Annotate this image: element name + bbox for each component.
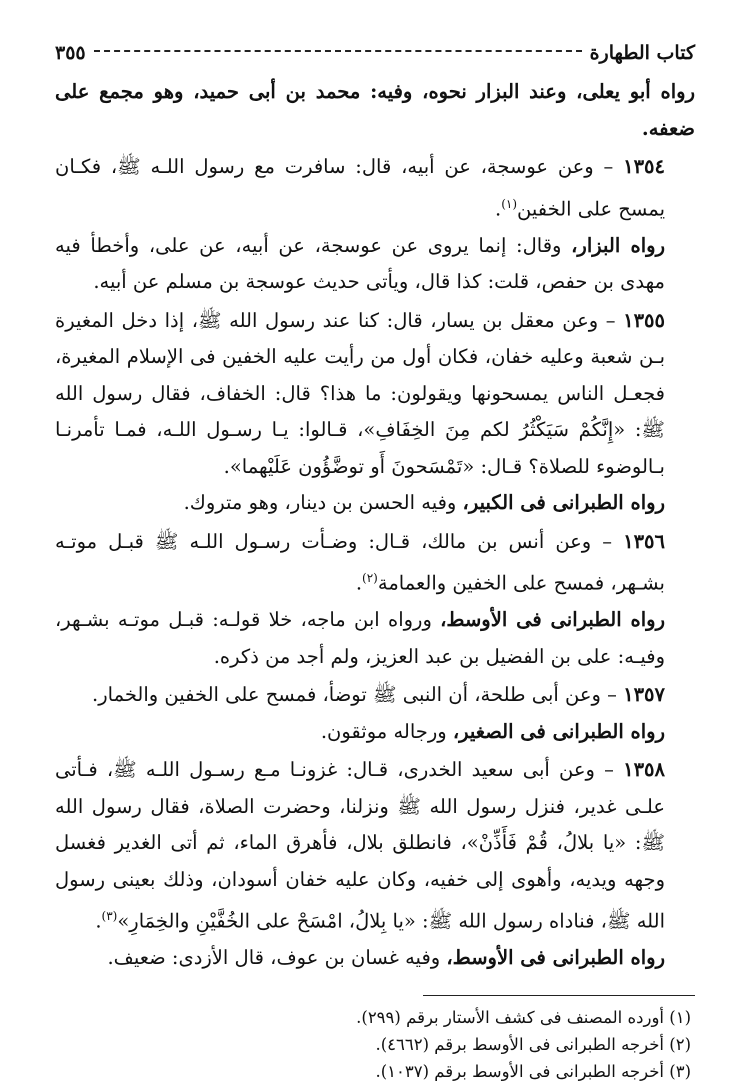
hadith-tail: . <box>495 197 502 220</box>
hadith-1356 <box>55 524 695 603</box>
page-header <box>55 38 695 68</box>
hadith-tail: . <box>355 571 363 595</box>
hadith-number: ١٣٥٨ <box>623 758 665 781</box>
hadith-1355 <box>55 303 695 486</box>
source-note <box>55 714 695 751</box>
hadith-1358 <box>55 752 695 940</box>
footnote-ref: (٢) <box>362 571 378 585</box>
book-page <box>55 38 695 1081</box>
source-lead: رواه الطبرانى فى الكبير، <box>462 491 665 514</box>
source-text: ورجاله موثقون. <box>320 719 453 743</box>
footnote-3: (٣) أخرجه الطبرانى فى الأوسط برقم (١٠٣٧). <box>375 1061 691 1081</box>
hadith-text: – وعن معقل بن يسار، قال: كنا عند رسول الله ﷺ، إذا دخل المغيرة بـن شعبة وعليه خفان، فكان أول من رأيت عليه الخفين فى الإسلام المغيرة، فجعـل الناس يمسحونها ويقولون: ما هذا؟ قال: الخفاف، فقال رسول الله ﷺ: «إِنَّكُمْ سَيَكْثُرُ لكم مِنَ الخِفَافِ»، قـالوا: يـا رسـول اللـه، فمـا تأمرنـا بـالوضوء للصلاة؟ قـال: «تَمْسَحونَ أَو توضَّؤُون عَلَيْهما». <box>55 308 665 478</box>
source-note <box>55 485 695 522</box>
hadith-tail: . <box>95 909 102 933</box>
source-text: ورواه ابن ماجه، خلا قولـه: قبـل موتـه بشـهر، وفيـه: على بن الفضيل بن عبد العزيز، ولم أجد من ذكره. <box>55 608 665 668</box>
source-text: رواه أبو يعلى، وعند البزار نحوه، وفيه: محمد بن أبى حميد، وهو مجمع على ضعفه. <box>55 80 695 140</box>
hadith-1354 <box>55 149 695 228</box>
source-note <box>55 74 695 147</box>
source-lead: رواه الطبرانى فى الأوسط، <box>440 608 665 631</box>
hadith-number: ١٣٥٥ <box>623 308 665 332</box>
footnote-2: (٢) أخرجه الطبرانى فى الأوسط برقم (٤٦٦٢). <box>375 1034 691 1054</box>
source-note <box>55 602 695 675</box>
source-lead: رواه الطبرانى فى الأوسط، <box>446 946 665 969</box>
source-text: وفيه الحسن بن دينار، وهو متروك. <box>183 491 463 514</box>
source-note <box>55 940 695 977</box>
footnote-ref: (٣) <box>101 909 118 923</box>
page-body <box>55 74 695 977</box>
hadith-text: – وعن أبى سعيد الخدرى، قـال: غزونـا مـع رسـول اللـه ﷺ، فـأتى علـى غدير، فنزل رسول الله ﷺ ونزلنا، وحضرت الصلاة، فقال رسول الله ﷺ: «يا بلالُ، قُمْ فَأَذِّنْ»، فانطلق بلال، فأهرق الماء، ثم أتى الغدير فغسل وجهه ويديه، وأهوى إلى خفيه، وكان عليه خفان أسودان، وذلك بعينى رسول الله ﷺ، فناداه رسول الله ﷺ: «يا بِلالُ، امْسَحْ على الخُفَّيْنِ والخِمَارِ» <box>55 758 665 933</box>
source-note <box>55 228 695 301</box>
footnote-separator <box>423 995 695 996</box>
page-number: ٣٥٥ <box>55 42 86 64</box>
source-text: وقال: إنما يروى عن عوسجة، عن أبيه، عن على، وأخطأ فيه مهدى بن حفص، قلت: كذا قال، ويأتى حديث عوسجة بن مسلم عن أبيه. <box>55 233 665 293</box>
hadith-number: ١٣٥٧ <box>623 683 665 706</box>
header-rule <box>94 50 582 52</box>
source-text: وفيه غسان بن عوف، قال الأزدى: ضعيف. <box>107 946 447 969</box>
footnote-ref: (١) <box>501 196 518 211</box>
hadith-text: – وعن أنس بن مالك، قـال: وضـأت رسـول اللـه ﷺ قبـل موتـه بشـهر، فمسح على الخفين والعمامة <box>55 529 665 595</box>
chapter-title: كتاب الطهارة <box>589 42 695 64</box>
source-lead: رواه الطبرانى فى الصغير، <box>452 719 665 743</box>
source-lead: رواه البزار، <box>571 233 665 257</box>
hadith-number: ١٣٥٦ <box>623 529 665 553</box>
hadith-text: – وعن أبى طلحة، أن النبى ﷺ توضأ، فمسح على الخفين والخمار. <box>92 683 617 706</box>
hadith-text: – وعن عوسجة، عن أبيه، قال: سافرت مع رسول اللـه ﷺ، فكـان يمسح على الخفين <box>55 155 665 220</box>
hadith-1357 <box>55 677 695 714</box>
hadith-number: ١٣٥٤ <box>623 155 665 178</box>
footnote-1: (١) أورده المصنف فى كشف الأستار برقم (٢٩٩). <box>356 1007 691 1027</box>
